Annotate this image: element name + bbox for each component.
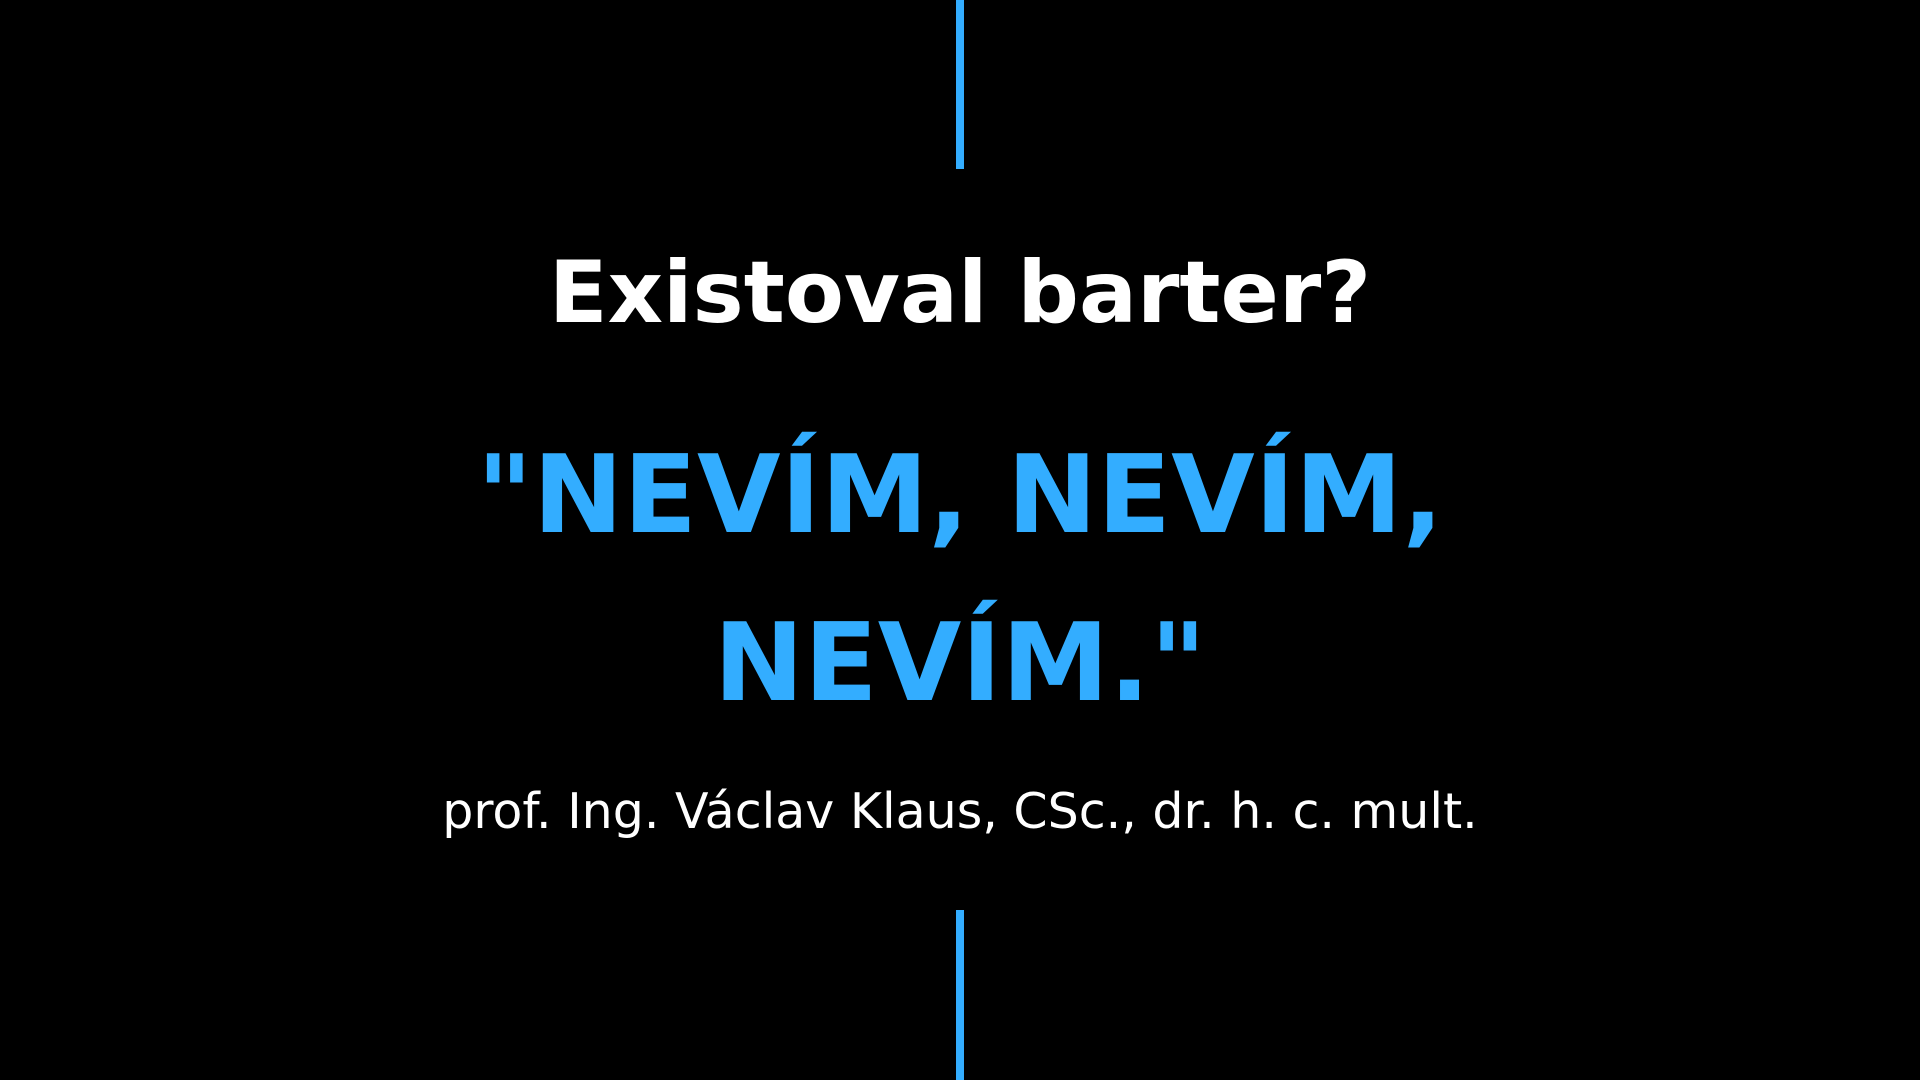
quote-block	[0, 412, 1920, 748]
bottom-accent-line	[956, 910, 964, 1080]
quote-line-2: NEVÍM."	[713, 601, 1207, 726]
quote-line-1: "NEVÍM, NEVÍM,	[476, 433, 1444, 558]
quote-author: prof. Ing. Václav Klaus, CSc., dr. h. c. mult.	[442, 783, 1478, 840]
top-accent-line	[956, 0, 964, 169]
question-heading: Existoval barter?	[548, 243, 1372, 343]
